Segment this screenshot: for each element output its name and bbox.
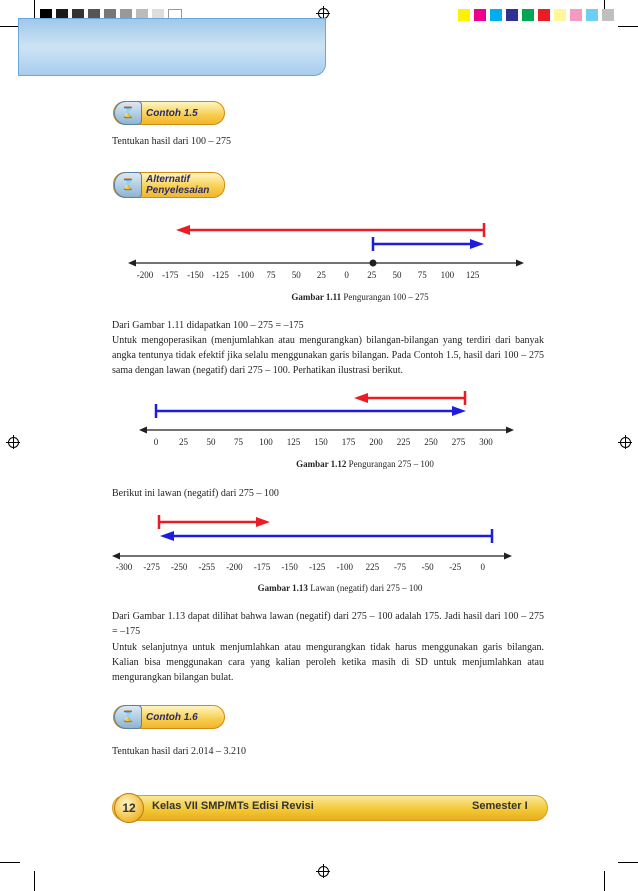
tick-label: 0 <box>480 562 486 572</box>
header-band <box>18 18 326 76</box>
tick-label: 150 <box>314 437 328 447</box>
solution-badge-line1: Alternatif <box>146 174 190 185</box>
tick-label: 100 <box>440 270 455 280</box>
color-swatch <box>570 9 582 21</box>
hourglass-icon: ⌛ <box>114 705 142 729</box>
figure-111-red-arrow <box>176 223 484 237</box>
solution-badge <box>113 172 225 198</box>
hourglass-icon: ⌛ <box>114 101 142 125</box>
registration-mark-left <box>8 437 19 448</box>
tick-label: 75 <box>234 437 243 447</box>
tick-label: 225 <box>365 562 380 572</box>
figure-113-axis <box>112 553 512 560</box>
figure-113-ticks <box>116 562 486 572</box>
example-badge <box>113 101 225 125</box>
tick-label: 200 <box>369 437 383 447</box>
tick-label: -100 <box>336 562 354 572</box>
tick-label: 100 <box>259 437 273 447</box>
figure-112-blue-arrow <box>156 404 466 418</box>
semester-label: Semester I <box>472 800 528 812</box>
tick-label: -300 <box>115 562 133 572</box>
tick-label: 50 <box>392 270 402 280</box>
figure-112-ticks <box>154 437 494 447</box>
color-swatch <box>554 9 566 21</box>
figure-112-caption-text: Pengurangan 275 – 100 <box>346 459 434 469</box>
example-badge-label: Contoh 1.5 <box>146 108 198 119</box>
example-badge-2-label: Contoh 1.6 <box>146 712 198 723</box>
tick-label: -125 <box>308 562 326 572</box>
color-swatch <box>506 9 518 21</box>
tick-label: -250 <box>170 562 188 572</box>
tick-label: -150 <box>281 562 298 572</box>
tick-label: 50 <box>206 437 216 447</box>
tick-label: -200 <box>226 562 243 572</box>
tick-label: 75 <box>417 270 427 280</box>
number-line-figure-113 <box>110 512 520 576</box>
figure-112-caption-number: Gambar 1.12 <box>296 459 347 469</box>
figure-111-caption <box>240 292 480 302</box>
color-swatch <box>586 9 598 21</box>
color-swatch <box>474 9 486 21</box>
tick-label: 125 <box>286 437 301 447</box>
tick-label: -100 <box>237 270 255 280</box>
tick-label: -75 <box>394 562 406 572</box>
tick-label: 25 <box>179 437 188 447</box>
conclusion-paragraph: Dari Gambar 1.13 dapat dilihat bahwa lawan (negatif) dari 275 – 100 adalah 175. Jadi hasil dari 100 – 275 = –175 <box>112 611 544 637</box>
tick-label: -175 <box>253 562 271 572</box>
figure-111-axis <box>128 260 524 267</box>
figure-113-caption-text: Lawan (negatif) dari 275 – 100 <box>307 583 423 593</box>
color-swatch <box>602 9 614 21</box>
tick-label: -275 <box>143 562 160 572</box>
figure-113-blue-arrow <box>160 529 492 543</box>
figure-111-caption-text: Pengurangan 100 – 275 <box>341 292 429 302</box>
tick-label: 25 <box>367 270 377 280</box>
tick-label: -50 <box>421 562 434 572</box>
number-line-figure-112 <box>135 390 520 450</box>
tick-label: 50 <box>291 270 301 280</box>
figure-113-red-arrow <box>159 515 270 529</box>
explanation-paragraph: Untuk mengoperasikan (menjumlahkan atau mengurangkan) bilangan-bilangan yang terdiri dari banyak angka tentunya tidak efektif jika selalu menggunakan garis bilangan. Pada Contoh 1.5, hasil dari 100 – 275 sama dengan lawan (negatif) dari 275 – 100. Perhatikan ilustrasi berikut. <box>112 335 544 376</box>
example-badge-2 <box>113 705 225 729</box>
registration-mark-right <box>620 437 631 448</box>
tick-label: 250 <box>424 437 438 447</box>
tick-label: 175 <box>341 437 356 447</box>
figure-112-red-arrow <box>354 391 465 405</box>
figure-111-caption-number: Gambar 1.11 <box>291 292 342 302</box>
tick-label: -125 <box>212 270 229 280</box>
example-question: Tentukan hasil dari 100 – 275 <box>112 136 231 147</box>
figure-113-caption <box>220 583 460 593</box>
tick-label: 25 <box>316 270 326 280</box>
hourglass-icon: ⌛ <box>114 172 142 198</box>
method-paragraph: Untuk selanjutnya untuk menjumlahkan atau mengurangkan tidak harus menggunakan garis bilangan. Kalian bisa menggunakan cara yang kalian peroleh ketika masih di SD untuk menjumlahkan atau mengurangkan bilangan bulat. <box>112 642 544 683</box>
color-swatch <box>522 9 534 21</box>
figure-111-zero-dot <box>370 260 377 267</box>
color-swatch <box>490 9 502 21</box>
tick-label: 0 <box>153 437 159 447</box>
tick-label: 75 <box>266 270 276 280</box>
negation-statement: Berikut ini lawan (negatif) dari 275 – 100 <box>112 488 279 499</box>
tick-label: 300 <box>479 437 493 447</box>
tick-label: -25 <box>449 562 462 572</box>
color-swatch <box>538 9 550 21</box>
figure-112-axis <box>139 427 514 434</box>
solution-badge-line2: Penyelesaian <box>146 185 210 196</box>
registration-mark-bottom <box>318 866 329 877</box>
figure-112-caption <box>250 459 480 469</box>
tick-label: 125 <box>465 270 480 280</box>
result-statement: Dari Gambar 1.11 didapatkan 100 – 275 = –175 <box>112 320 304 331</box>
tick-label: -255 <box>198 562 216 572</box>
color-swatch <box>458 9 470 21</box>
page-number: 12 <box>114 793 144 823</box>
figure-111-ticks <box>137 270 480 280</box>
tick-label: -175 <box>161 270 179 280</box>
tick-label: -150 <box>187 270 204 280</box>
tick-label: -200 <box>136 270 154 280</box>
tick-label: 275 <box>451 437 466 447</box>
tick-label: 225 <box>396 437 411 447</box>
example-2-question: Tentukan hasil dari 2.014 – 3.210 <box>112 746 246 757</box>
tick-label: 0 <box>344 270 349 280</box>
figure-113-caption-number: Gambar 1.13 <box>257 583 308 593</box>
book-title: Kelas VII SMP/MTs Edisi Revisi <box>152 800 314 812</box>
figure-111-blue-arrow <box>373 237 484 251</box>
number-line-figure-111 <box>110 218 530 282</box>
